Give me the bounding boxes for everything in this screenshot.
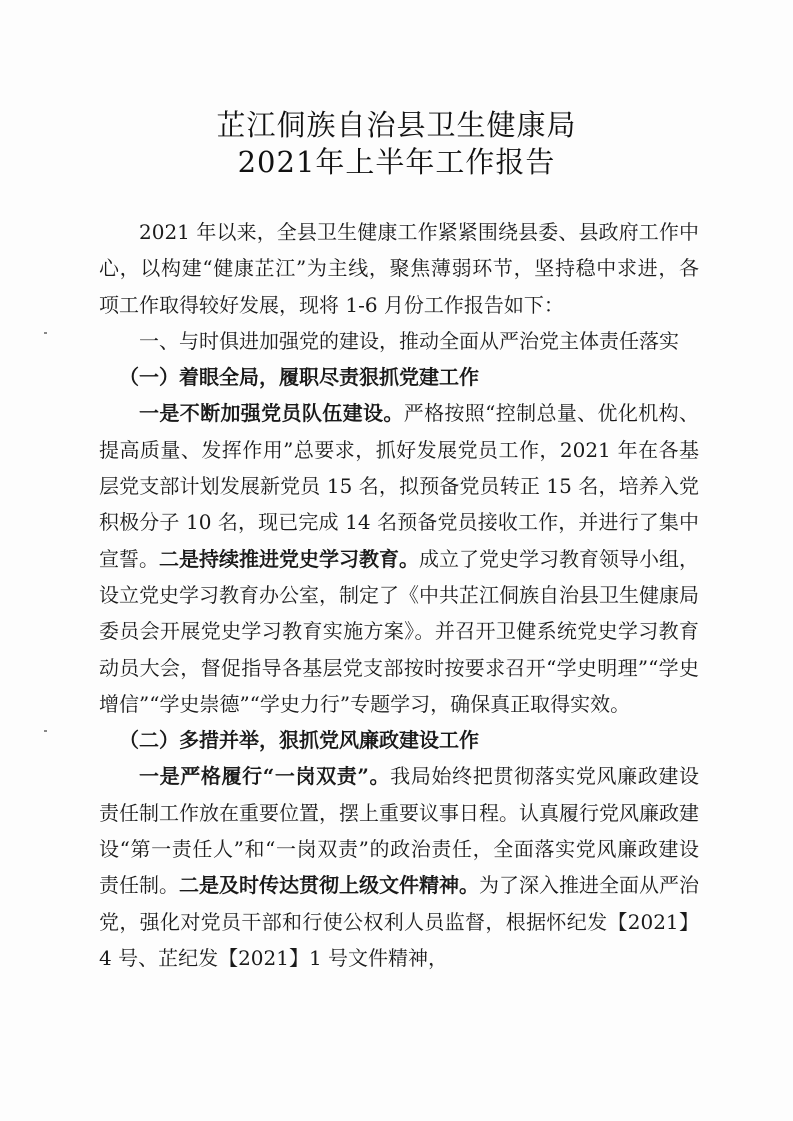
intro-paragraph: 2021 年以来，全县卫生健康工作紧紧围绕县委、县政府工作中心，以构建“健康芷江”为主线，聚焦薄弱环节，坚持稳中求进，各项工作取得较好发展，现将 1-6 月份工作报告如下：	[99, 220, 699, 317]
scan-mark	[44, 730, 47, 732]
document-body	[99, 214, 699, 976]
subsection1-lead1: 一是不断加强党员队伍建设。	[139, 401, 404, 426]
subsection1-text2: 成立了党史学习教育领导小组，设立党史学习教育办公室，制定了《中共芷江侗族自治县卫生健康局委员会开展党史学习教育实施方案》。并召开卫健系统党史学习教育动员大会，督促指导各基层党支部按时按要求召开“学史明理”“学史增信”“学史崇德”“学史力行”专题学习，确保真正取得实效。	[99, 546, 699, 716]
document-title-line2: 2021年上半年工作报告	[237, 145, 556, 179]
subsection2-lead1: 一是严格履行“一岗双责”。	[139, 764, 391, 789]
subsection2-paragraph	[99, 758, 699, 976]
subsection2-text2: 为了深入推进全面从严治党，强化对党员干部和行使公权利人员监督，根据怀纪发【2021】4 号、芷纪发【2021】1 号文件精神，	[99, 873, 699, 970]
scan-mark	[44, 332, 47, 334]
subsection1-heading: （一）着眼全局，履职尽责狠抓党建工作	[119, 365, 479, 390]
section1-heading: 一、与时俱进加强党的建设，推动全面从严治党主体责任落实	[139, 328, 679, 353]
subsection2-text1: 我局始终把贯彻落实党风廉政建设责任制工作放在重要位置，摆上重要议事日程。认真履行党风廉政建设“第一责任人”和“一岗双责”的政治责任，全面落实党风廉政建设责任制。	[99, 764, 699, 898]
subsection1-lead2: 二是持续推进党史学习教育。	[159, 546, 419, 571]
subsection1-paragraph	[99, 395, 699, 722]
subsection2-heading: （二）多措并举，狠抓党风廉政建设工作	[119, 728, 479, 753]
subsection1-text1: 严格按照“控制总量、优化机构、提高质量、发挥作用”总要求，抓好发展党员工作，2021 年在各基层党支部计划发展新党员 15 名，拟预备党员转正 15 名，培养入党积极分子 10 名，现已完成 14 名预备党员接收工作，并进行了集中宣誓。	[99, 401, 699, 571]
document-title-line1: 芷江侗族自治县卫生健康局	[216, 108, 577, 142]
subsection2-lead2: 二是及时传达贯彻上级文件精神。	[179, 873, 479, 898]
